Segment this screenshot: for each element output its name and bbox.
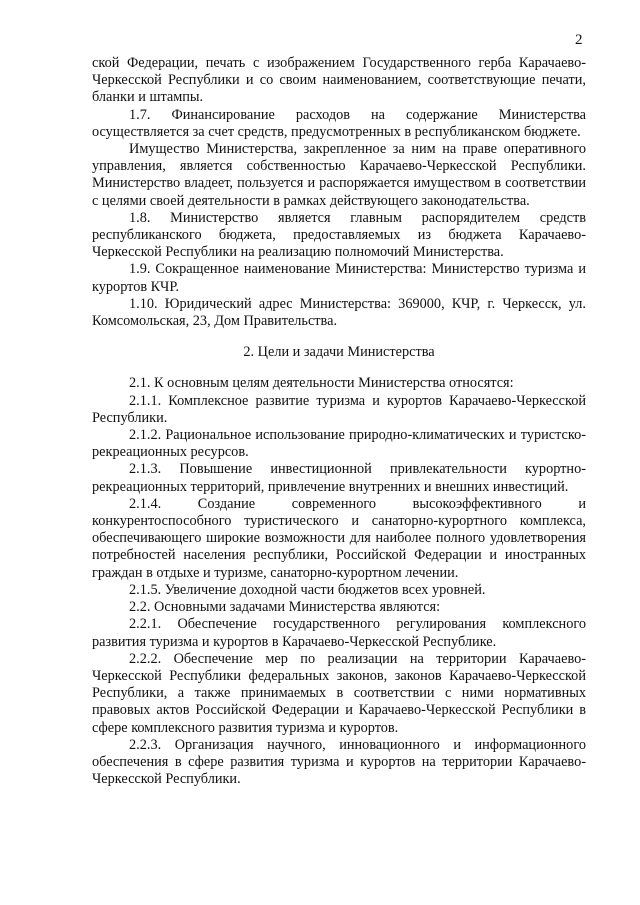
section-heading: 2. Цели и задачи Министерства bbox=[243, 344, 435, 361]
paragraph-2-1-1: 2.1.1. Комплексное развитие туризма и курортов Карачаево-Черкесской Республики. bbox=[92, 392, 586, 426]
paragraph-2-1-2: 2.1.2. Рациональное использование природно-климатических и туристско-рекреационных ресурсов. bbox=[92, 427, 586, 461]
paragraph-1-8: 1.8. Министерство является главным распорядителем средств республиканского бюджета, предоставляемых из бюджета Карачаево-Черкесской Республики на реализацию полномочий Министерства. bbox=[92, 209, 586, 261]
paragraph-1-7: 1.7. Финансирование расходов на содержание Министерства осуществляется за счет средств, предусмотренных в республиканском бюджете. bbox=[92, 106, 586, 140]
paragraph-2-1: 2.1. К основным целям деятельности Министерства относятся: bbox=[129, 375, 514, 392]
document-body bbox=[92, 55, 586, 788]
paragraph-2-1-4: 2.1.4. Создание современного высокоэффективного и конкурентоспособного туристического и санаторно-курортного комплекса, обеспечивающего широкие возможности для наиболее полного удовлетворения потребностей населения республики, Российской Федерации и иностранных граждан в отдыхе и туризме, санаторно-курортном лечении. bbox=[92, 495, 586, 581]
paragraph-2-2-2: 2.2.2. Обеспечение мер по реализации на территории Карачаево-Черкесской Республики федеральных законов, законов Карачаево-Черкесской Республики, а также принимаемых в соответствии с ними нормативных правовых актов Российской Федерации и Карачаево-Черкесской Республики в сфере комплексного развития туризма и курортов. bbox=[92, 650, 586, 736]
paragraph-property: Имущество Министерства, закрепленное за ним на праве оперативного управления, является собственностью Карачаево-Черкесской Республики. Министерство владеет, пользуется и распоряжается имуществом в соответствии с целями своей деятельности в рамках действующего законодательства. bbox=[92, 141, 586, 209]
paragraph-2-2-1: 2.2.1. Обеспечение государственного регулирования комплексного развития туризма и курортов в Карачаево-Черкесской Республике. bbox=[92, 616, 586, 650]
page-number: 2 bbox=[575, 32, 583, 48]
paragraph-1-9: 1.9. Сокращенное наименование Министерства: Министерство туризма и курортов КЧР. bbox=[92, 261, 586, 295]
paragraph-2-1-5: 2.1.5. Увеличение доходной части бюджетов всех уровней. bbox=[129, 581, 486, 598]
paragraph-2-2: 2.2. Основными задачами Министерства являются: bbox=[129, 599, 441, 616]
paragraph-1-10: 1.10. Юридический адрес Министерства: 369000, КЧР, г. Черкесск, ул. Комсомольская, 23, Дом Правительства. bbox=[92, 295, 586, 330]
paragraph-continuation: ской Федерации, печать с изображением Государственного герба Карачаево-Черкесской Республики и со своим наименованием, соответствующие печати, бланки и штампы. bbox=[92, 55, 586, 106]
paragraph-2-1-3: 2.1.3. Повышение инвестиционной привлекательности курортно-рекреационных территорий, привлечение внутренних и внешних инвестиций. bbox=[92, 461, 586, 495]
paragraph-2-2-3: 2.2.3. Организация научного, инновационного и информационного обеспечения в сфере развития туризма и курортов на территории Карачаево-Черкесской Республики. bbox=[92, 736, 586, 788]
